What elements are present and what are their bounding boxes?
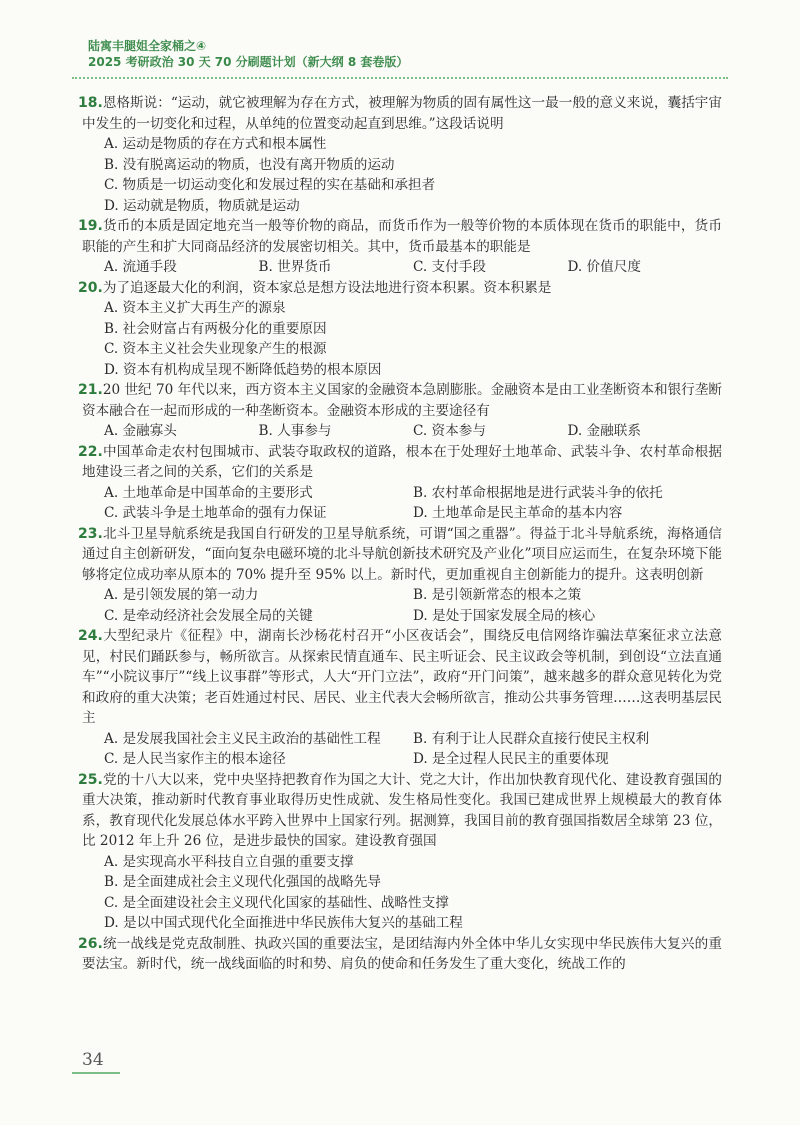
question-24 (78, 626, 722, 770)
option-a: A. 是发展我国社会主义民主政治的基础性工程 (104, 730, 381, 747)
question-19 (78, 216, 722, 278)
question-stem: 24.大型纪录片《征程》中，湖南长沙杨花村召开“小区夜话会”，围绕反电信网络诈骗法草案征求立法意见，村民们踊跃参与，畅所欲言。从探索民情直通车、民主听证会、民主议政会等机制，到创设“立法直通车”“小院议事厅”“线上议事群”等形式，人大“开门立法”，政府“开门问策”，越来越多的群众意见转化为党和政府的重大决策；老百姓通过村民、居民、业主代表大会畅所欲言，推动公共事务管理……这表明基层民主 (78, 628, 722, 726)
option-c: C. 武装斗争是土地革命的强有力保证 (104, 505, 327, 521)
question-18 (78, 93, 722, 216)
option-b: B. 人事参与 (258, 423, 332, 439)
option-a: A. 土地革命是中国革命的主要形式 (104, 484, 313, 501)
option-d: D. 是全过程人民民主的重要体现 (413, 751, 609, 767)
option-c: C. 是牵动经济社会发展全局的关键 (104, 607, 313, 624)
option-b: B. 农村革命根据地是进行武装斗争的依托 (413, 484, 663, 501)
option-c: C. 物质是一切运动变化和发展过程的实在基础和承担者 (104, 177, 436, 193)
option-a: A. 金融寡头 (104, 423, 177, 439)
option-b: B. 没有脱离运动的物质，也没有离开物质的运动 (104, 156, 395, 173)
question-stem: 18.恩格斯说：“运动，就它被理解为存在方式，被理解为物质的固有属性这一最一般的意义来说，囊括宇宙中发生的一切变化和过程，从单纯的位置变动起直到思维。”这段话说明 (78, 95, 722, 132)
question-number: 25. (78, 771, 103, 788)
option-b: B. 是全面建成社会主义现代化强国的战略先导 (104, 874, 381, 890)
question-25 (78, 770, 722, 934)
option-b: B. 是引领新常态的根本之策 (413, 587, 582, 603)
question-number: 20. (78, 279, 103, 296)
question-number: 19. (78, 218, 103, 234)
option-c: C. 是全面建设社会主义现代化国家的基础性、战略性支撑 (104, 894, 449, 911)
option-d: D. 资本有机构成呈现不断降低趋势的根本原因 (104, 361, 382, 378)
question-21 (78, 380, 722, 442)
question-stem: 22.中国革命走农村包围城市、武装夺取政权的道路，根本在于处理好土地革命、武装斗争、农村革命根据地建设三者之间的关系，它们的关系是 (78, 443, 722, 480)
question-number: 21. (78, 382, 103, 398)
option-d: D. 土地革命是民主革命的基本内容 (413, 505, 623, 521)
question-number: 26. (78, 935, 103, 952)
question-stem: 19.货币的本质是固定地充当一般等价物的商品，而货币作为一般等价物的本质体现在货币的职能中，货币职能的产生和扩大同商品经济的发展密切相关。其中，货币最基本的职能是 (78, 218, 722, 255)
option-c: C. 资本主义社会失业现象产生的根源 (104, 341, 327, 357)
book-title: 2025 考研政治 30 天 70 分刷题计划（新大纲 8 套卷版） (88, 55, 409, 69)
series-title: 陆寓丰腿姐全家桶之④ (88, 39, 207, 53)
question-20 (78, 278, 722, 381)
page-number-underline (72, 1072, 120, 1074)
option-a: A. 运动是物质的存在方式和根本属性 (104, 136, 327, 152)
question-stem: 25.党的十八大以来，党中央坚持把教育作为国之大计、党之大计，作出加快教育现代化、建设教育强国的重大决策，推动新时代教育事业取得历史性成就、发生格局性变化。我国已建成世界上规模最大的教育体系，教育现代化发展总体水平跨入世界中上国家行列。据测算，我国目前的教育强国指数居全球第 23 位，比 2012 年上升 26 位，是进步最快的国家。建设教育强国 (78, 771, 722, 849)
option-c: C. 是人民当家作主的根本途径 (104, 751, 286, 767)
page-number: 34 (82, 1050, 104, 1070)
option-a: A. 是引领发展的第一动力 (104, 587, 259, 603)
question-stem: 26.统一战线是党克敌制胜、执政兴国的重要法宝，是团结海内外全体中华儿女实现中华民族伟大复兴的重要法宝。新时代，统一战线面临的时和势、肩负的使命和任务发生了重大变化，统战工作的 (78, 935, 722, 972)
option-c: C. 资本参与 (413, 423, 486, 439)
question-number: 24. (78, 628, 103, 644)
question-stem: 23.北斗卫星导航系统是我国自行研发的卫星导航系统，可谓“国之重器”。得益于北斗导航系统，海格通信通过自主创新研发，“面向复杂电磁环境的北斗导航创新技术研究及产业化”项目应运而生，在复杂环境下能够将定位成功率从原本的 70% 提升至 95% 以上。新时代，更加重视自主创新能力的提升。这表明创新 (78, 525, 722, 583)
option-b: B. 有利于让人民群众直接行使民主权利 (413, 730, 650, 747)
question-22 (78, 442, 722, 524)
option-c: C. 支付手段 (413, 259, 486, 275)
option-a: A. 是实现高水平科技自立自强的重要支撑 (104, 853, 354, 870)
question-26 (78, 934, 722, 975)
question-stem: 21.20 世纪 70 年代以来，西方资本主义国家的金融资本急剧膨胀。金融资本是由工业垄断资本和银行垄断资本融合在一起而形成的一种垄断资本。金融资本形成的主要途径有 (78, 382, 722, 419)
question-list (78, 93, 722, 975)
question-number: 22. (78, 443, 103, 460)
question-stem: 20.为了追逐最大化的利润，资本家总是想方设法地进行资本积累。资本积累是 (78, 279, 552, 296)
question-number: 18. (78, 95, 103, 111)
header-divider (72, 77, 728, 79)
option-d: D. 价值尺度 (567, 259, 641, 275)
option-d: D. 是以中国式现代化全面推进中华民族伟大复兴的基础工程 (104, 915, 463, 931)
option-b: B. 社会财富占有两极分化的重要原因 (104, 320, 327, 337)
running-header (88, 38, 408, 70)
option-d: D. 运动就是物质，物质就是运动 (104, 197, 300, 214)
question-number: 23. (78, 525, 103, 542)
option-d: D. 金融联系 (567, 423, 641, 439)
option-a: A. 流通手段 (104, 259, 177, 275)
option-d: D. 是处于国家发展全局的核心 (413, 607, 596, 624)
question-23 (78, 524, 722, 627)
option-b: B. 世界货币 (258, 259, 332, 275)
option-a: A. 资本主义扩大再生产的源泉 (104, 300, 286, 316)
